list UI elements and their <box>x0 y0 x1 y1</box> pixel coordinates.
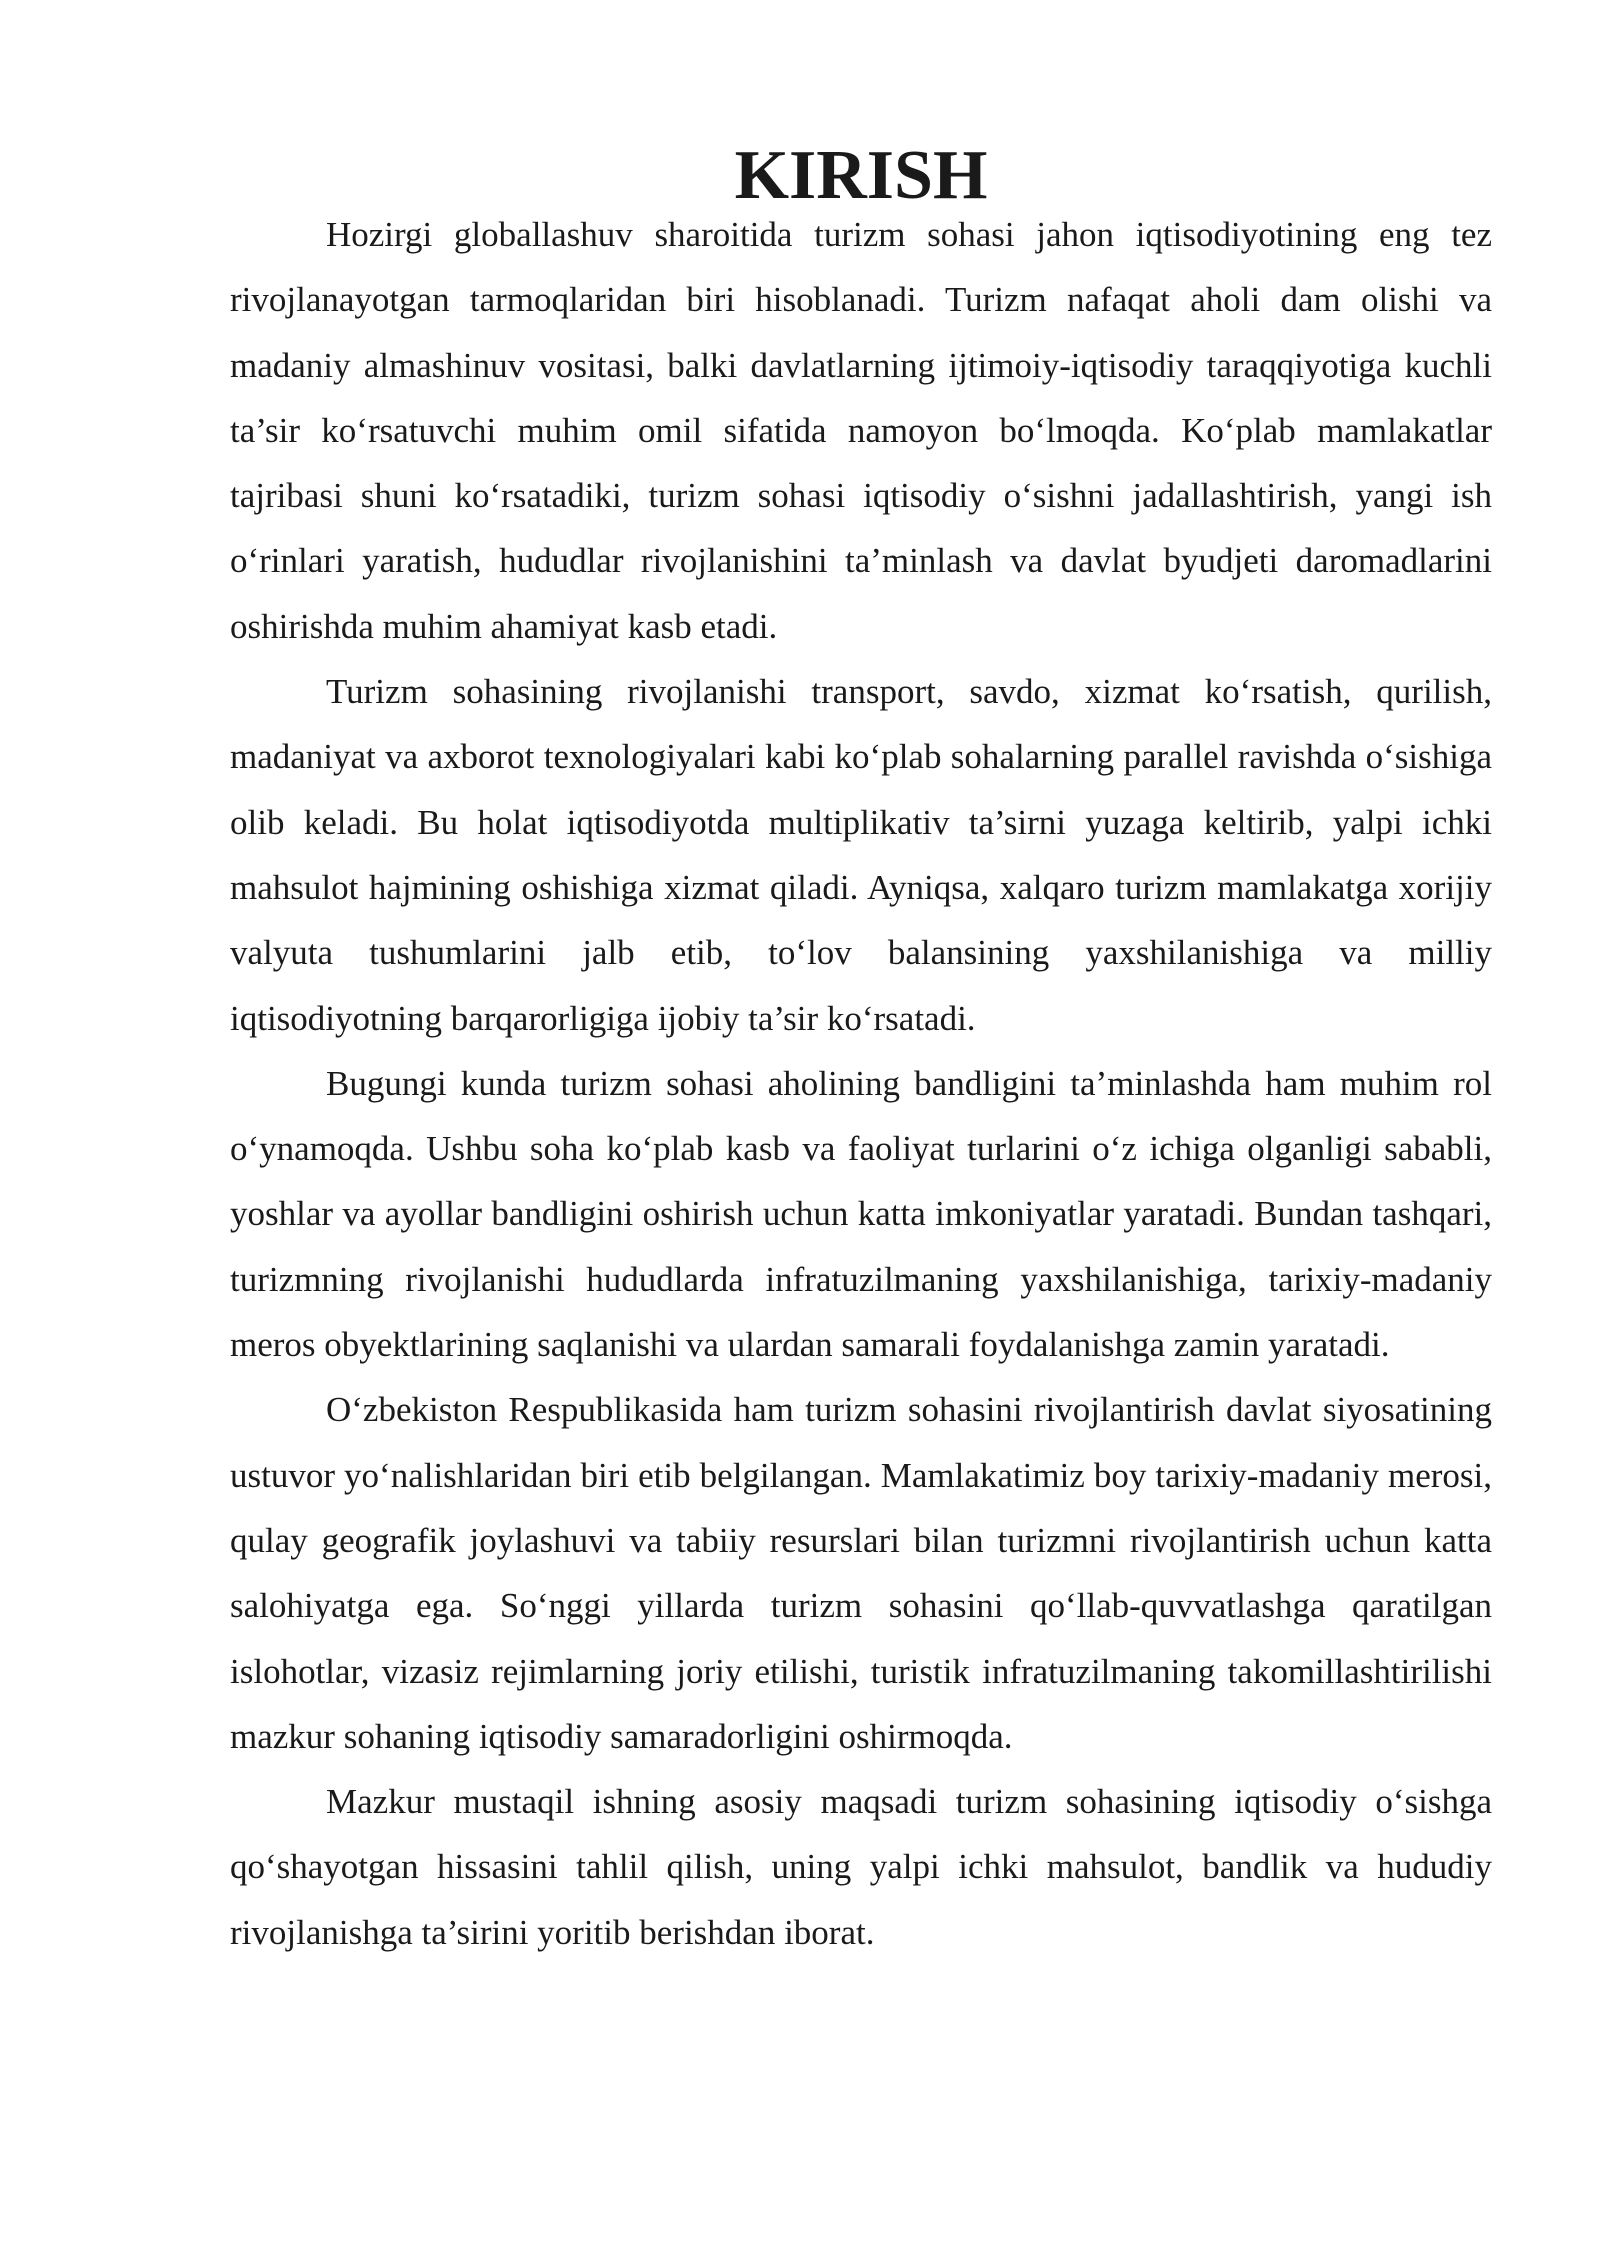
paragraph: Hozirgi globallashuv sharoitida turizm sohasi jahon iqtisodiyotining eng tez rivojlanayotgan tarmoqlaridan biri hisoblanadi. Turizm nafaqat aholi dam olishi va madaniy almashinuv vositasi, balki davlatlarning ijtimoiy-iqtisodiy taraqqiyotiga kuchli ta’sir ko‘rsatuvchi muhim omil sifatida namoyon bo‘lmoqda. Ko‘plab mamlakatlar tajribasi shuni ko‘rsatadiki, turizm sohasi iqtisodiy o‘sishni jadallashtirish, yangi ish o‘rinlari yaratish, hududlar rivojlanishini ta’minlash va davlat byudjeti daromadlarini oshirishda muhim ahamiyat kasb etadi. <box>230 215 1492 646</box>
section-heading: KIRISH <box>734 137 988 214</box>
document-page <box>230 137 1492 1965</box>
paragraph: O‘zbekiston Respublikasida ham turizm sohasini rivojlantirish davlat siyosatining ustuvor yo‘nalishlaridan biri etib belgilangan. Mamlakatimiz boy tarixiy-madaniy merosi, qulay geografik joylashuvi va tabiiy resurslari bilan turizmni rivojlantirish uchun katta salohiyatga ega. So‘nggi yillarda turizm sohasini qo‘llab-quvvatlashga qaratilgan islohotlar, vizasiz rejimlarning joriy etilishi, turistik infratuzilmaning takomillashtirilishi mazkur sohaning iqtisodiy samaradorligini oshirmoqda. <box>230 1390 1492 1756</box>
paragraph: Turizm sohasining rivojlanishi transport, savdo, xizmat ko‘rsatish, qurilish, madaniyat va axborot texnologiyalari kabi ko‘plab sohalarning parallel ravishda o‘sishiga olib keladi. Bu holat iqtisodiyotda multiplikativ ta’sirni yuzaga keltirib, yalpi ichki mahsulot hajmining oshishiga xizmat qiladi. Ayniqsa, xalqaro turizm mamlakatga xorijiy valyuta tushumlarini jalb etib, to‘lov balansining yaxshilanishiga va milliy iqtisodiyotning barqarorligiga ijobiy ta’sir ko‘rsatadi. <box>230 672 1492 1038</box>
paragraph: Mazkur mustaqil ishning asosiy maqsadi turizm sohasining iqtisodiy o‘sishga qo‘shayotgan hissasini tahlil qilish, uning yalpi ichki mahsulot, bandlik va hududiy rivojlanishga ta’sirini yoritib berishdan iborat. <box>230 1782 1492 1952</box>
paragraph: Bugungi kunda turizm sohasi aholining bandligini ta’minlashda ham muhim rol o‘ynamoqda. Ushbu soha ko‘plab kasb va faoliyat turlarini o‘z ichiga olganligi sababli, yoshlar va ayollar bandligini oshirish uchun katta imkoniyatlar yaratadi. Bundan tashqari, turizmning rivojlanishi hududlarda infratuzilmaning yaxshilanishiga, tarixiy-madaniy meros obyektlarining saqlanishi va ulardan samarali foydalanishga zamin yaratadi. <box>230 1063 1492 1365</box>
